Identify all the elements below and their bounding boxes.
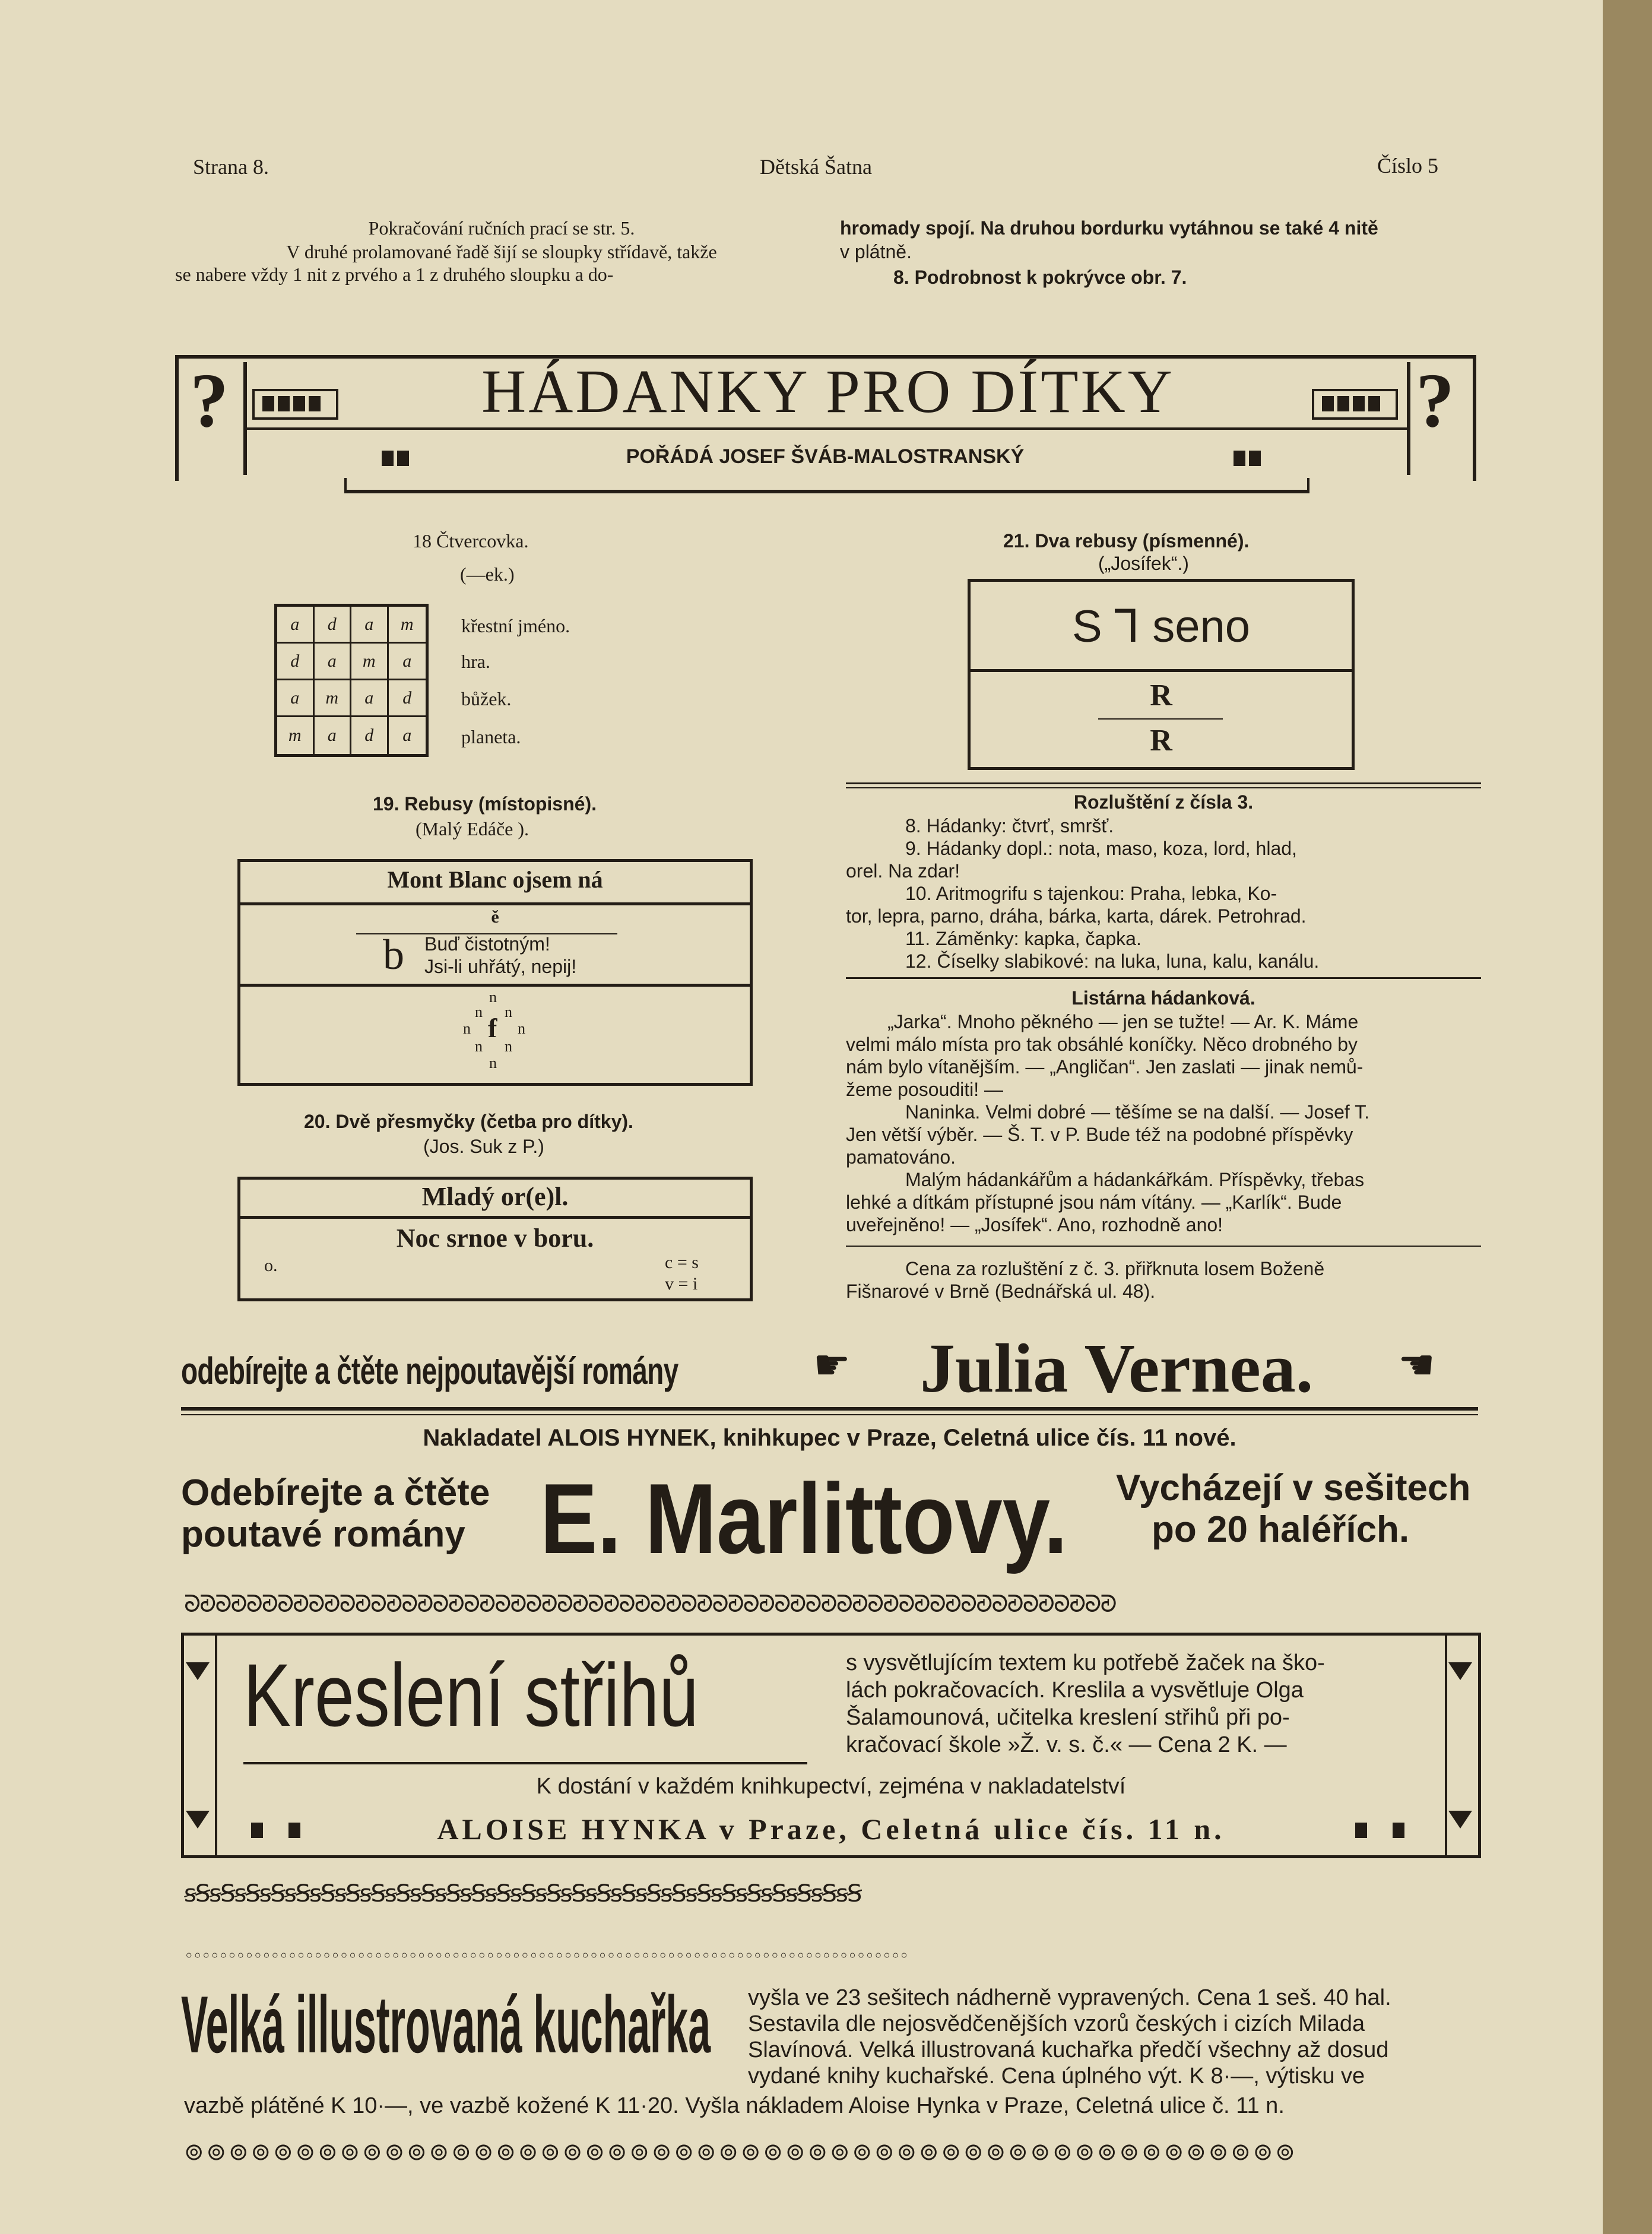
ad-verne-publisher: Nakladatel ALOIS HYNEK, knihkupec v Praze, Celetná ulice čís. 11 nové.: [423, 1425, 1236, 1451]
grid-cell: a: [389, 644, 426, 680]
ad-verne-lead: odebírejte a čtěte nejpoutavější romány: [181, 1349, 678, 1392]
continuation-ref: Pokračování ručních prací se str. 5.: [368, 217, 635, 239]
solution-line: orel. Na zdar!: [846, 860, 960, 882]
ad-strihu-publisher: ALOISE HYNKA v Praze, Celetná ulice čís. 11 n.: [437, 1812, 1225, 1846]
grid-cell: d: [315, 607, 352, 644]
grid-label: bůžek.: [461, 688, 512, 709]
listarna-line: Malým hádankářům a hádankářkám. Příspěvky, třebas: [905, 1169, 1365, 1190]
ad-kucharka-text: Slavínová. Velká illustrovaná kuchařka předčí všechny až dosud: [748, 2037, 1389, 2062]
ad-marlitt-name: E. Marlittovy.: [540, 1463, 1068, 1574]
listarna-title: Listárna hádanková.: [1071, 987, 1255, 1009]
grid-cell: a: [402, 725, 412, 745]
ornamental-border: ⊚⊚⊚⊚⊚⊚⊚⊚⊚⊚⊚⊚⊚⊚⊚⊚⊚⊚⊚⊚⊚⊚⊚⊚⊚⊚⊚⊚⊚⊚⊚⊚⊚⊚⊚⊚⊚⊚⊚⊚⊚⊚⊚⊚⊚⊚⊚⊚⊚⊚: [184, 2138, 1298, 2166]
banner-squares-right: [1232, 451, 1263, 466]
triangle-down-icon: [186, 1811, 210, 1829]
rebus-21-row3: R: [1150, 724, 1172, 758]
grid-cell: m: [389, 607, 426, 644]
solution-line: 10. Aritmogrifu s tajenkou: Praha, lebka, Ko-: [905, 883, 1277, 904]
figure-caption: 8. Podrobnost k pokrývce obr. 7.: [893, 267, 1187, 288]
rebus-21-row1: S ⅂ seno: [1071, 601, 1251, 652]
anagram-20-row2: Noc srnoe v boru.: [396, 1224, 594, 1253]
ad-kucharka-title: Velká illustrovaná kuchařka: [181, 1979, 711, 2070]
ad-kucharka-text: Sestavila dle nejosvědčenějších vzorů českých i cizích Milada: [748, 2011, 1365, 2036]
grid-cell: a: [315, 644, 352, 680]
listarna-line: pamatováno.: [846, 1146, 956, 1168]
ad-verne-name: Julia Vernea.: [920, 1329, 1314, 1407]
prize-line: Cena za rozluštění z č. 3. přiřknuta losem Boženě: [905, 1258, 1325, 1279]
listarna-line: žeme posouditi! —: [846, 1079, 1004, 1100]
puzzle-19-title: 19. Rebusy (místopisné).: [373, 793, 597, 815]
grid-cell: m: [351, 644, 389, 680]
listarna-line: „Jarka“. Mnoho pěkného — jen se tužte! — Ar. K. Máme: [887, 1011, 1359, 1032]
grid-label: křestní jméno.: [461, 615, 570, 636]
rebus-19-row1: Mont Blanc ojsem ná: [387, 866, 603, 893]
pointing-hand-icon: ☛: [813, 1343, 851, 1389]
ad-kucharka-text: vydané knihy kuchařské. Cena úplného výt. K 8·—, výtisku ve: [748, 2064, 1365, 2089]
continuation-text: V druhé prolamované řadě šijí se sloupky střídavě, takže: [286, 241, 717, 262]
solution-line: 8. Hádanky: čtvrť, smršť.: [905, 815, 1114, 836]
ad-marlitt-right: po 20 haléřích.: [1152, 1509, 1410, 1550]
triangle-down-icon: [1448, 1662, 1472, 1680]
banner-subtitle: POŘÁDÁ JOSEF ŠVÁB-MALOSTRANSKÝ: [626, 445, 1025, 468]
ornamental-border: ꞩꞨꞩꞨꞩꞨꞩꞨꞩꞨꞩꞨꞩꞨꞩꞨꞩꞨꞩꞨꞩꞨꞩꞨꞩꞨꞩꞨꞩꞨꞩꞨꞩꞨꞩꞨꞩꞨꞩꞨꞩꞨꞩꞨꞩꞨꞩꞨꞩꞨꞩꞨꞩꞨ: [184, 1881, 861, 1907]
ornamental-border: ◦◦◦◦◦◦◦◦◦◦◦◦◦◦◦◦◦◦◦◦◦◦◦◦◦◦◦◦◦◦◦◦◦◦◦◦◦◦◦◦◦◦◦◦◦◦◦◦◦◦◦◦◦◦◦◦◦◦◦◦◦◦◦◦◦◦◦◦◦◦◦◦◦◦◦◦◦◦◦◦◦◦◦◦: [184, 1947, 908, 1965]
rebus-21-row2: R: [1150, 679, 1172, 712]
listarna-line: nám bylo vítanějším. — „Angličan“. Jen zaslati — jinak nemů-: [846, 1056, 1364, 1078]
puzzle-18-author: (—ek.): [460, 563, 515, 585]
rebus-19-l2: Jsi-li uhřátý, nepij!: [424, 956, 577, 977]
puzzle-20-title: 20. Dvě přesmyčky (četba pro dítky).: [304, 1111, 633, 1132]
solution-line: 9. Hádanky dopl.: nota, maso, koza, lord, hlad,: [905, 838, 1297, 859]
anagram-20-o: o.: [264, 1256, 278, 1275]
continuation-text: se nabere vždy 1 nit z prvého a 1 z druhého sloupku a do-: [175, 264, 614, 285]
ad-marlitt-right: Vycházejí v sešitech: [1116, 1468, 1471, 1509]
ad-marlitt-left: poutavé romány: [181, 1514, 465, 1555]
ad-kucharka-text: vazbě plátěné K 10·—, ve vazbě kožené K 11·20. Vyšla nákladem Aloise Hynka v Praze, Celetná ulice č. 11 n.: [184, 2093, 1285, 2118]
ad-strihu-availability: K dostání v každém knihkupectví, zejména v nakladatelství: [536, 1774, 1126, 1799]
rebus-19-e: ě: [491, 907, 499, 927]
anagram-20-v: v = i: [665, 1274, 698, 1294]
prize-line: Fišnarové v Brně (Bednářská ul. 48).: [846, 1281, 1156, 1302]
issue-number: Číslo 5: [1377, 154, 1439, 178]
solution-line: 11. Záměnky: kapka, čapka.: [905, 928, 1142, 949]
puzzle-21-author: („Josífek“.): [1098, 553, 1189, 574]
grid-label: hra.: [461, 651, 490, 672]
listarna-line: Naninka. Velmi dobré — těšíme se na další. — Josef T.: [905, 1101, 1369, 1123]
page-number: Strana 8.: [193, 155, 269, 179]
triangle-down-icon: [186, 1662, 210, 1680]
listarna-line: lehké a dítkám přístupné jsou nám vítány. — „Karlík“. Bude: [846, 1192, 1342, 1213]
grid-cell: a: [277, 607, 315, 644]
ad-strihu-title: Kreslení střihů: [243, 1645, 699, 1745]
grid-cell: d: [351, 717, 389, 754]
listarna-line: uveřejněno! — „Josífek“. Ano, rozhodně ano!: [846, 1214, 1223, 1235]
ornamental-border: ᘐᘑᘐᘑᘐᘑᘐᘑᘐᘑᘐᘑᘐᘑᘐᘑᘐᘑᘐᘑᘐᘑᘐᘑᘐᘑᘐᘑᘐᘑᘐᘑᘐᘑᘐᘑᘐᘑᘐᘑᘐᘑᘐᘑᘐᘑᘐᘑᘐᘑᘐᘑᘐᘑᘐᘑᘐᘑᘐᘑ: [184, 1591, 1116, 1617]
solutions-title: Rozluštění z čísla 3.: [1073, 791, 1254, 813]
ad-strihu-text: lách pokračovacích. Kreslila a vysvětluje Olga: [846, 1678, 1304, 1703]
solution-line: tor, lepra, parno, dráha, bárka, karta, dárek. Petrohrad.: [846, 905, 1307, 927]
banner-ornament-right: [1312, 389, 1398, 420]
puzzle-20-author: (Jos. Suk z P.): [423, 1136, 544, 1157]
grid-cell: a: [315, 717, 352, 754]
banner-squares-left: [380, 451, 411, 466]
grid-cell: a: [351, 680, 389, 717]
question-mark-left: ?: [190, 358, 229, 443]
puzzle-18-title: 18 Čtvercovka.: [413, 530, 529, 552]
banner-title: HÁDANKY PRO DÍTKY: [481, 357, 1175, 426]
triangle-down-icon: [1448, 1811, 1472, 1829]
grid-cell: d: [277, 644, 315, 680]
grid-cell: a: [351, 607, 389, 644]
ad-strihu-text: Šalamounová, učitelka kreslení střihů při po-: [846, 1705, 1290, 1730]
puzzle-18-grid: [274, 604, 429, 757]
anagram-20-row1: Mladý or(e)l.: [421, 1182, 569, 1211]
banner-ornament-left: [252, 389, 338, 420]
ad-strihu-text: kračovací škole »Ž. v. s. č.« — Cena 2 K. —: [846, 1732, 1287, 1757]
puzzle-21-title: 21. Dva rebusy (písmenné).: [1003, 530, 1250, 552]
solution-line: 12. Číselky slabikové: na luka, luna, kalu, kanálu.: [905, 950, 1320, 972]
continuation-text-2: v plátně.: [840, 241, 912, 262]
publication-title: Dětská Šatna: [760, 155, 872, 179]
rebus-19-b: b: [383, 931, 404, 978]
listarna-line: velmi málo místa pro tak obsáhlé koníčky. Něco drobného by: [846, 1034, 1358, 1055]
grid-cell: m: [315, 680, 352, 717]
anagram-20-c: c = s: [665, 1253, 699, 1272]
ad-marlitt-left: Odebírejte a čtěte: [181, 1472, 490, 1513]
listarna-line: Jen větší výběr. — Š. T. v P. Bude též na podobné příspěvky: [846, 1124, 1353, 1145]
ad-strihu-text: s vysvětlujícím textem ku potřebě žaček na ško-: [846, 1650, 1325, 1675]
page-binding-edge: [1603, 0, 1652, 2234]
grid-cell: d: [389, 680, 426, 717]
ad-kucharka-text: vyšla ve 23 sešitech nádherně vypravených. Cena 1 seš. 40 hal.: [748, 1985, 1391, 2010]
continuation-text-2: hromady spojí. Na druhou bordurku vytáhnou se také 4 nitě: [840, 217, 1378, 239]
grid-label: planeta.: [461, 726, 521, 747]
rebus-19-l1: Buď čistotným!: [424, 933, 550, 955]
question-mark-right: ?: [1416, 358, 1454, 443]
puzzle-19-author: (Malý Edáče ).: [416, 818, 529, 839]
grid-cell: m: [277, 717, 315, 754]
pointing-hand-icon: ☛: [1398, 1343, 1435, 1389]
grid-cell: a: [277, 680, 315, 717]
